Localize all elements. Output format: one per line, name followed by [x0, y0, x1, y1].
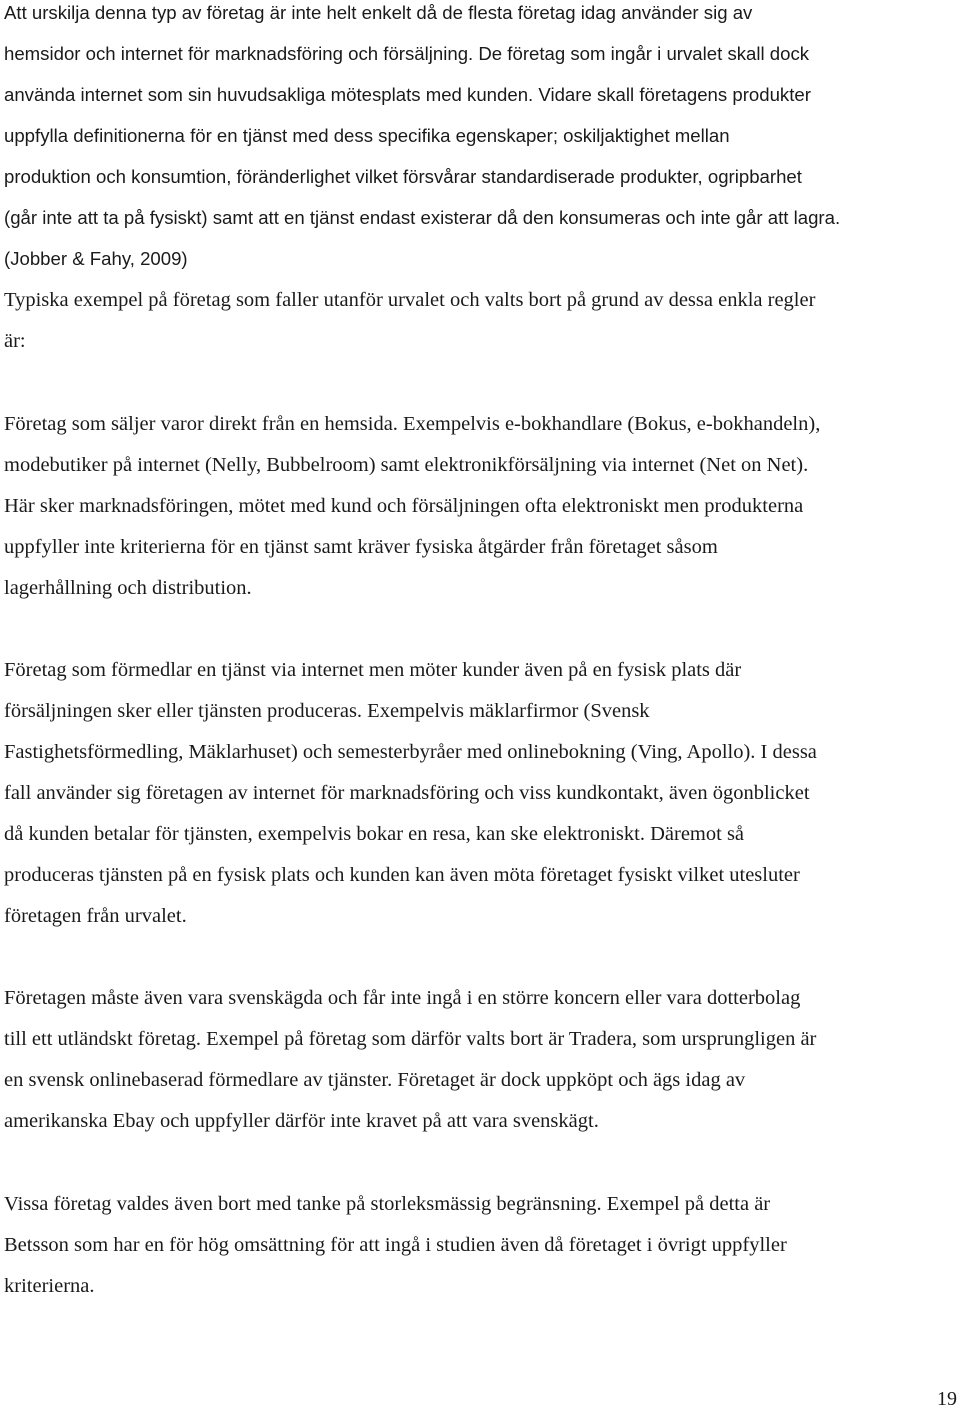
page-number: 19 — [937, 1388, 957, 1410]
text-line: Företag som förmedlar en tjänst via internet men möter kunder även på en fysisk plats där — [4, 659, 742, 681]
text-line: kriterierna. — [4, 1275, 95, 1297]
text-segment: använda internet som sin huvudsakliga mötesplats med kunden. — [4, 84, 534, 105]
text-line: Vissa företag valdes även bort med tanke på storleksmässig begränsning. Exempel på detta är — [4, 1193, 771, 1215]
text-line: (går inte att ta på fysiskt) samt att en tjänst endast existerar då den konsumeras och inte går att lagra. — [4, 207, 841, 228]
text-line: då kunden betalar för tjänsten, exempelvis bokar en resa, kan ske elektroniskt. Däremot så — [4, 823, 745, 845]
text-line: en svensk onlinebaserad förmedlare av tjänster. Företaget är dock uppköpt och ägs idag av — [4, 1069, 746, 1091]
text-line: lagerhållning och distribution. — [4, 577, 252, 599]
text-line: försäljningen sker eller tjänsten produceras. Exempelvis mäklarfirmor (Svensk — [4, 700, 650, 722]
text-line: uppfylla definitionerna för en tjänst med dess specifika egenskaper; oskiljaktighet mellan — [4, 125, 730, 146]
text-line: amerikanska Ebay och uppfyller därför inte kravet på att vara svenskägt. — [4, 1110, 599, 1132]
text-line: produktion och konsumtion, föränderlighet vilket försvårar standardiserade produkter, ogripbarhet — [4, 166, 802, 187]
text-line: Här sker marknadsföringen, mötet med kund och försäljningen ofta elektroniskt men produkterna — [4, 495, 804, 517]
text-line: fall använder sig företagen av internet för marknadsföring och viss kundkontakt, även ögonblicket — [4, 782, 810, 804]
text-segment: Vidare skall företagens produkter — [538, 84, 811, 105]
text-line: Företag som säljer varor direkt från en hemsida. Exempelvis e-bokhandlare (Bokus, e-bokhandeln), — [4, 413, 821, 435]
text-line: uppfyller inte kriterierna för en tjänst samt kräver fysiska åtgärder från företaget såsom — [4, 536, 718, 558]
text-line: modebutiker på internet (Nelly, Bubbelroom) samt elektronikförsäljning via internet (Net on Net). — [4, 454, 809, 476]
text-line: är: — [4, 330, 26, 352]
text-line: Betsson som har en för hög omsättning för att ingå i studien även då företaget i övrigt uppfyller — [4, 1234, 787, 1256]
text-line — [4, 86, 811, 105]
text-line: Typiska exempel på företag som faller utanför urvalet och valts bort på grund av dessa enkla regler — [4, 289, 816, 311]
text-line: hemsidor och internet för marknadsföring och försäljning. De företag som ingår i urvalet skall dock — [4, 43, 810, 64]
text-line: Att urskilja denna typ av företag är inte helt enkelt då de flesta företag idag använder sig av — [4, 2, 753, 23]
text-line: Fastighetsförmedling, Mäklarhuset) och semesterbyråer med onlinebokning (Ving, Apollo). I dessa — [4, 741, 817, 763]
text-line: produceras tjänsten på en fysisk plats och kunden kan även möta företaget fysiskt vilket utesluter — [4, 864, 800, 886]
text-line: Företagen måste även vara svenskägda och får inte ingå i en större koncern eller vara dotterbolag — [4, 987, 801, 1009]
text-line: företagen från urvalet. — [4, 905, 187, 927]
text-line: (Jobber & Fahy, 2009) — [4, 248, 188, 269]
text-line: till ett utländskt företag. Exempel på företag som därför valts bort är Tradera, som ursprungligen är — [4, 1028, 817, 1050]
